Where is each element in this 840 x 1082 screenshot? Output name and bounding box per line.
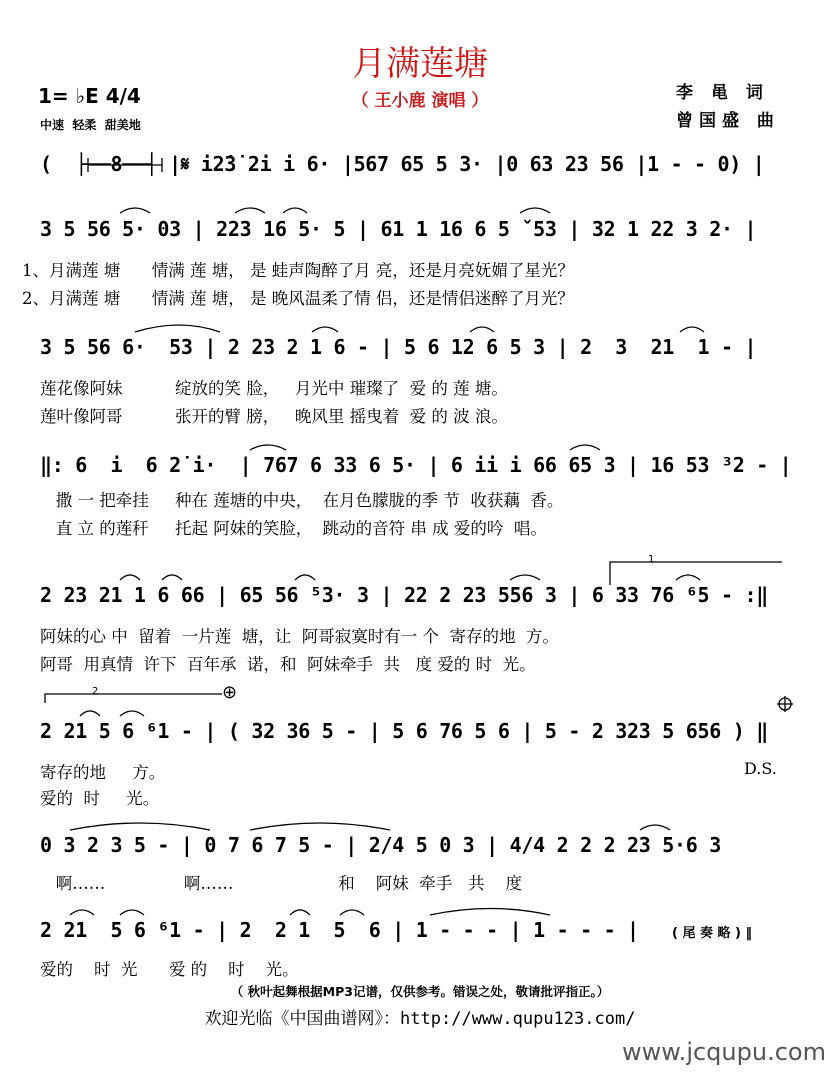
intro-notation: ( ├──8──┤ |𝄋 i2̇3̇ 2̇i i 6· |567 65 5 3· |0 63 23 56 |1 - - 0) |	[40, 152, 765, 176]
composer-credit: 曾国盛 曲	[676, 111, 780, 131]
system-2-lyric-verse-1: 莲花像阿妹 绽放的笑 脸， 月光中 璀璨了 爱 的 莲 塘。	[40, 379, 508, 398]
volta-2-label: 2	[92, 686, 99, 697]
coda-sign: ⊕	[222, 682, 238, 703]
system-3-lyric-verse-2: 直 立 的莲秆 托起 阿妹的笑脸， 跳动的音符 串 成 爱的吟 唱。	[40, 519, 547, 538]
system-7-notation: 2 21 5 6 ⁶1 - | 2 2 1 5 6 | 1 - - - | 1 - - - |	[40, 918, 639, 942]
system-4-lyric-verse-2: 阿哥 用真情 许下 百年承 诺，和 阿妹牵手 共 度 爱的 时 光。	[40, 655, 536, 674]
system-2-lyric-verse-2: 莲叶像阿哥 张开的臂 膀， 晚风里 摇曳着 爱 的 波 浪。	[40, 407, 508, 426]
ds-marking: D.S.	[744, 759, 777, 778]
system-7-lyric: 爱的 时 光 爱 的 时 光。	[40, 960, 299, 979]
system-6-notation: 0 3 2 3 5 - | 0 7 6 7 5 - | 2/4 5 0 3 | 4/4 2 2 2 23 5·6 3	[40, 833, 721, 857]
system-3-notation: ‖: 6 i 6 2̇ i· | 767 6 33 6 5· | 6 ii i 66 65 3 | 16 53 ³2 - |	[40, 453, 792, 477]
lyricist-credit: 李 黾 词	[676, 83, 769, 103]
system-5-lyric-verse-1: 寄存的地 方。	[40, 763, 166, 782]
singer-subtitle: （ 王小鹿 演唱 ）	[351, 91, 489, 111]
key-signature: 1= ♭E 4/4	[38, 84, 141, 108]
song-title: 月满莲塘	[352, 44, 488, 84]
system-1-lyric-verse-2: 2、月满莲 塘 情满 莲 塘， 是 晚风温柔了情 侣，还是情侣迷醉了月光？	[22, 289, 574, 308]
system-1-notation: 3 5 56 5· 03 | 223 16 5· 5 | 61 1 16 6 5 ˇ53 | 32 1 22 3 2· |	[40, 217, 757, 241]
system-4-notation: 2 23 21 1 6 66 | 65 56 ⁵3· 3 | 22 2 23 556 3 | 6 33 76 ⁶5 - :‖	[40, 583, 768, 607]
transcription-notice: （ 秋叶起舞根据MP3记谱，仅供参考。错误之处，敬请批评指正。）	[230, 984, 610, 999]
system-5-lyric-verse-2: 爱的 时 光。	[40, 789, 160, 808]
system-5-notation: 2 21 5 6 ⁶1 - | ( 32 36 5 - | 5 6 76 5 6 | 5 - 2 323 5 656 ) ‖	[40, 719, 768, 743]
tempo-marking: 中速 轻柔 甜美地	[40, 118, 141, 132]
system-4-lyric-verse-1: 阿妹的心 中 留着 一片莲 塘，让 阿哥寂寞时有一 个 寄存的地 方。	[40, 627, 559, 646]
welcome-link-text[interactable]: 欢迎光临《中国曲谱网》：http://www.qupu123.com/	[204, 1009, 636, 1029]
site-watermark: www.jcqupu.com	[622, 1038, 826, 1066]
system-6-lyric: 啊…… 啊…… 和 阿妹 牵手 共 度	[40, 874, 522, 893]
system-3-lyric-verse-1: 撒 一 把牵挂 种在 莲塘的中央， 在月色朦胧的季 节 收获藕 香。	[40, 491, 564, 510]
outro-omitted-note: ( 尾 奏 略 ) ‖	[672, 926, 753, 941]
system-1-lyric-verse-1: 1、月满莲 塘 情满 莲 塘， 是 蛙声陶醉了月 亮，还是月亮妩媚了星光？	[22, 261, 574, 280]
volta-1-label: 1	[648, 554, 655, 565]
system-2-notation: 3 5 56 6· 53 | 2 23 2 1 6 - | 5 6 12 6 5 3 | 2 3 21 1 - |	[40, 335, 757, 359]
